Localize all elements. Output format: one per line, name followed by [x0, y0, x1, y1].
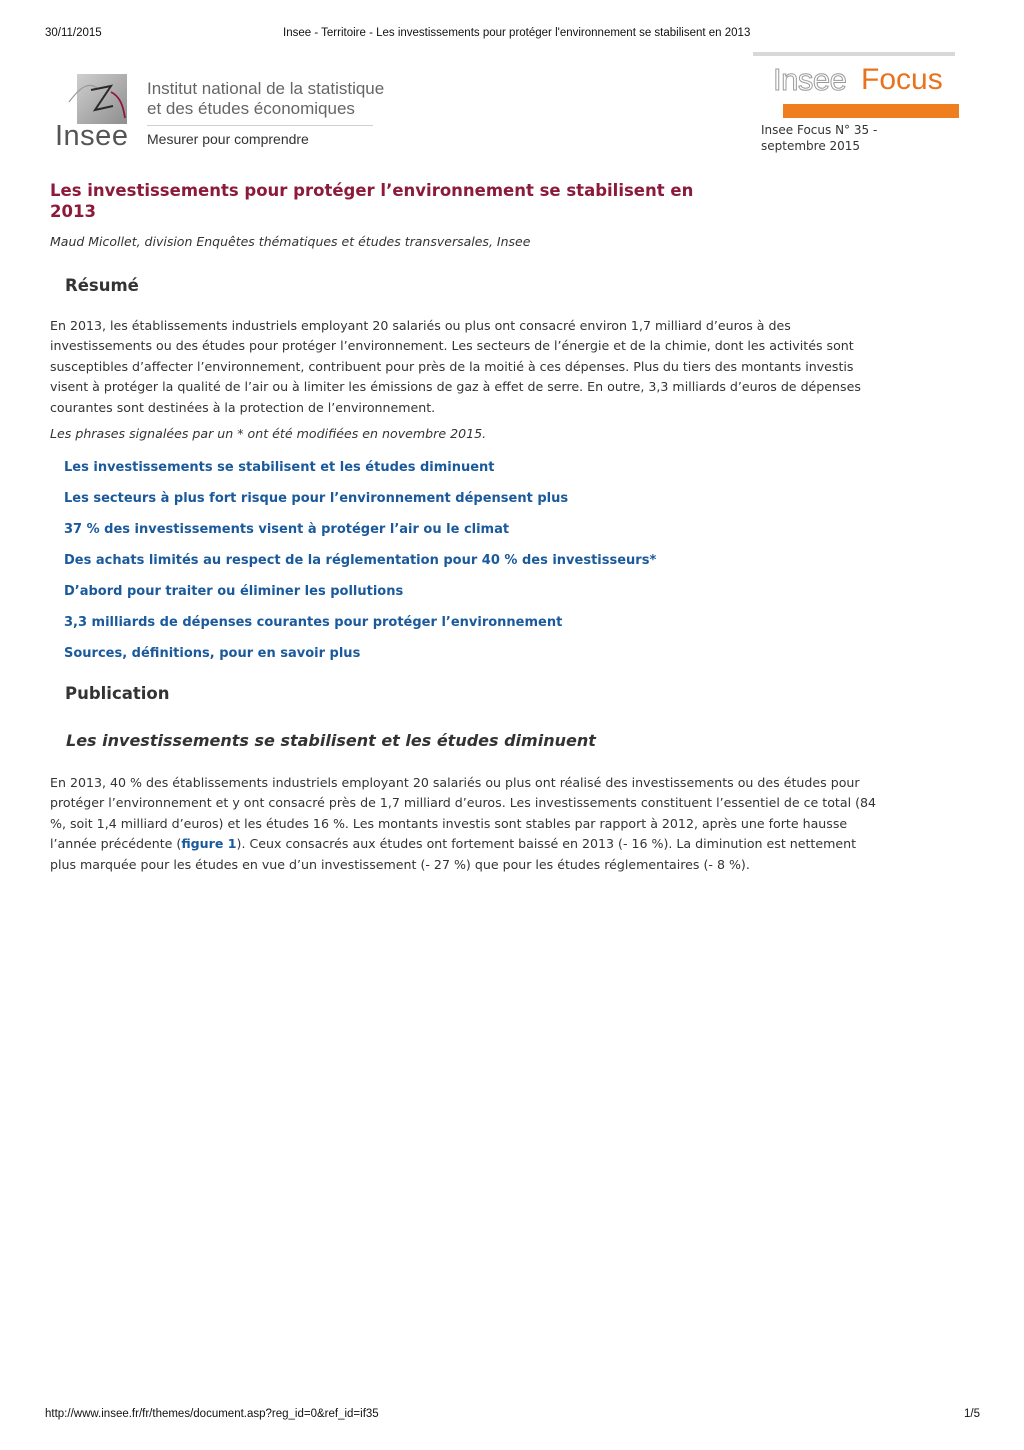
toc-item: [64, 549, 824, 580]
toc-link-depenses-courantes[interactable]: 3,3 milliards de dépenses courantes pour protéger l’environnement: [64, 615, 563, 630]
modification-note: Les phrases signalées par un * ont été modifiées en novembre 2015.: [50, 426, 487, 441]
publication-heading: Publication: [65, 684, 170, 703]
institute-name-line2: et des études économiques: [147, 99, 355, 118]
toc-link-achats[interactable]: Des achats limités au respect de la réglementation pour 40 % des investisseurs*: [64, 553, 657, 568]
resume-heading: Résumé: [65, 276, 139, 295]
article-title: Les investissements pour protéger l’environnement se stabilisent en 2013: [50, 181, 694, 221]
print-header: [0, 27, 1024, 43]
resume-paragraph: En 2013, les établissements industriels employant 20 salariés ou plus ont consacré environ 1,7 milliard d’euros à des investissements ou des études pour protéger l’environnement. Les secteurs de l’énergie et de la chimie, dont les activités sont susceptibles d’affecter l’environnement, contribuent pour près de la moitié à ces dépenses. Plus du tiers des montants investis visent à protéger la qualité de l’air ou à limiter les émissions de gaz à effet de serre. En outre, 3,3 milliards d’euros de dépenses courantes sont destinées à la protection de l’environnement.: [50, 318, 861, 415]
article-author: Maud Micollet, division Enquêtes thématiques et études transversales, Insee: [50, 234, 531, 249]
toc-item: [64, 580, 824, 611]
focus-issue-line1: Insee Focus N° 35 -: [761, 123, 878, 137]
toc-link-pollutions[interactable]: D’abord pour traiter ou éliminer les pollutions: [64, 584, 404, 599]
print-url: http://www.insee.fr/fr/themes/document.asp?reg_id=0&ref_id=if35: [45, 1408, 379, 1420]
toc-item: [64, 518, 824, 549]
publication-text-start: En 2013, 40 % des établissements industriels employant 20 salariés ou plus ont réalisé des investissements ou des études pour protéger l’environnement et y ont consacré près de 1,7 milliard d’euros. Les investissements constituent l’essentiel de ce total (84 %, soit 1,4 milliard d’euros) et les études 16 %. Les montants investis sont stables par rapport à 2012, après une forte hausse l’année précédente (: [50, 775, 877, 852]
section-subheading: Les investissements se stabilisent et les études diminuent: [66, 731, 596, 750]
print-page-number: 1/5: [964, 1408, 980, 1420]
figure-1-link[interactable]: figure 1: [181, 836, 237, 852]
print-date: 30/11/2015: [45, 27, 102, 39]
focus-logo-bar: [783, 104, 959, 118]
publication-text-end: ). Ceux consacrés aux études ont fortement baissé en 2013 (- 16 %). La diminution est nettement plus marquée pour les études en vue d’un investissement (- 27 %) que pour les études réglementaires (- 8 %).: [50, 836, 857, 872]
toc-link-sources[interactable]: Sources, définitions, pour en savoir plus: [64, 646, 361, 661]
toc-item: [64, 456, 824, 487]
publication-paragraph: [50, 773, 885, 875]
focus-issue-number: [761, 122, 877, 154]
focus-issue-line2: septembre 2015: [761, 139, 861, 153]
focus-top-divider: [753, 52, 955, 56]
focus-logo-insee: Insee: [773, 62, 847, 97]
toc-link-air-climat[interactable]: 37 % des investissements visent à protéger l’air ou le climat: [64, 522, 510, 537]
toc-item: [64, 642, 824, 673]
institute-name-line1: Institut national de la statistique: [147, 79, 385, 98]
toc-item: [64, 487, 824, 518]
toc-link-secteurs[interactable]: Les secteurs à plus fort risque pour l’environnement dépensent plus: [64, 491, 569, 506]
insee-focus-logo[interactable]: [765, 60, 955, 100]
institute-divider: [147, 125, 373, 126]
focus-logo-focus: Focus: [861, 63, 943, 96]
toc-item: [64, 611, 824, 642]
insee-logo-word: Insee: [55, 120, 129, 152]
table-of-contents: [64, 456, 824, 673]
institute-motto: Mesurer pour comprendre: [147, 131, 309, 147]
print-page-title: Insee - Territoire - Les investissements pour protéger l'environnement se stabilisent en 2013: [283, 27, 751, 39]
toc-link-investissements[interactable]: Les investissements se stabilisent et les études diminuent: [64, 460, 495, 475]
insee-logo-mark-icon: [77, 74, 127, 124]
